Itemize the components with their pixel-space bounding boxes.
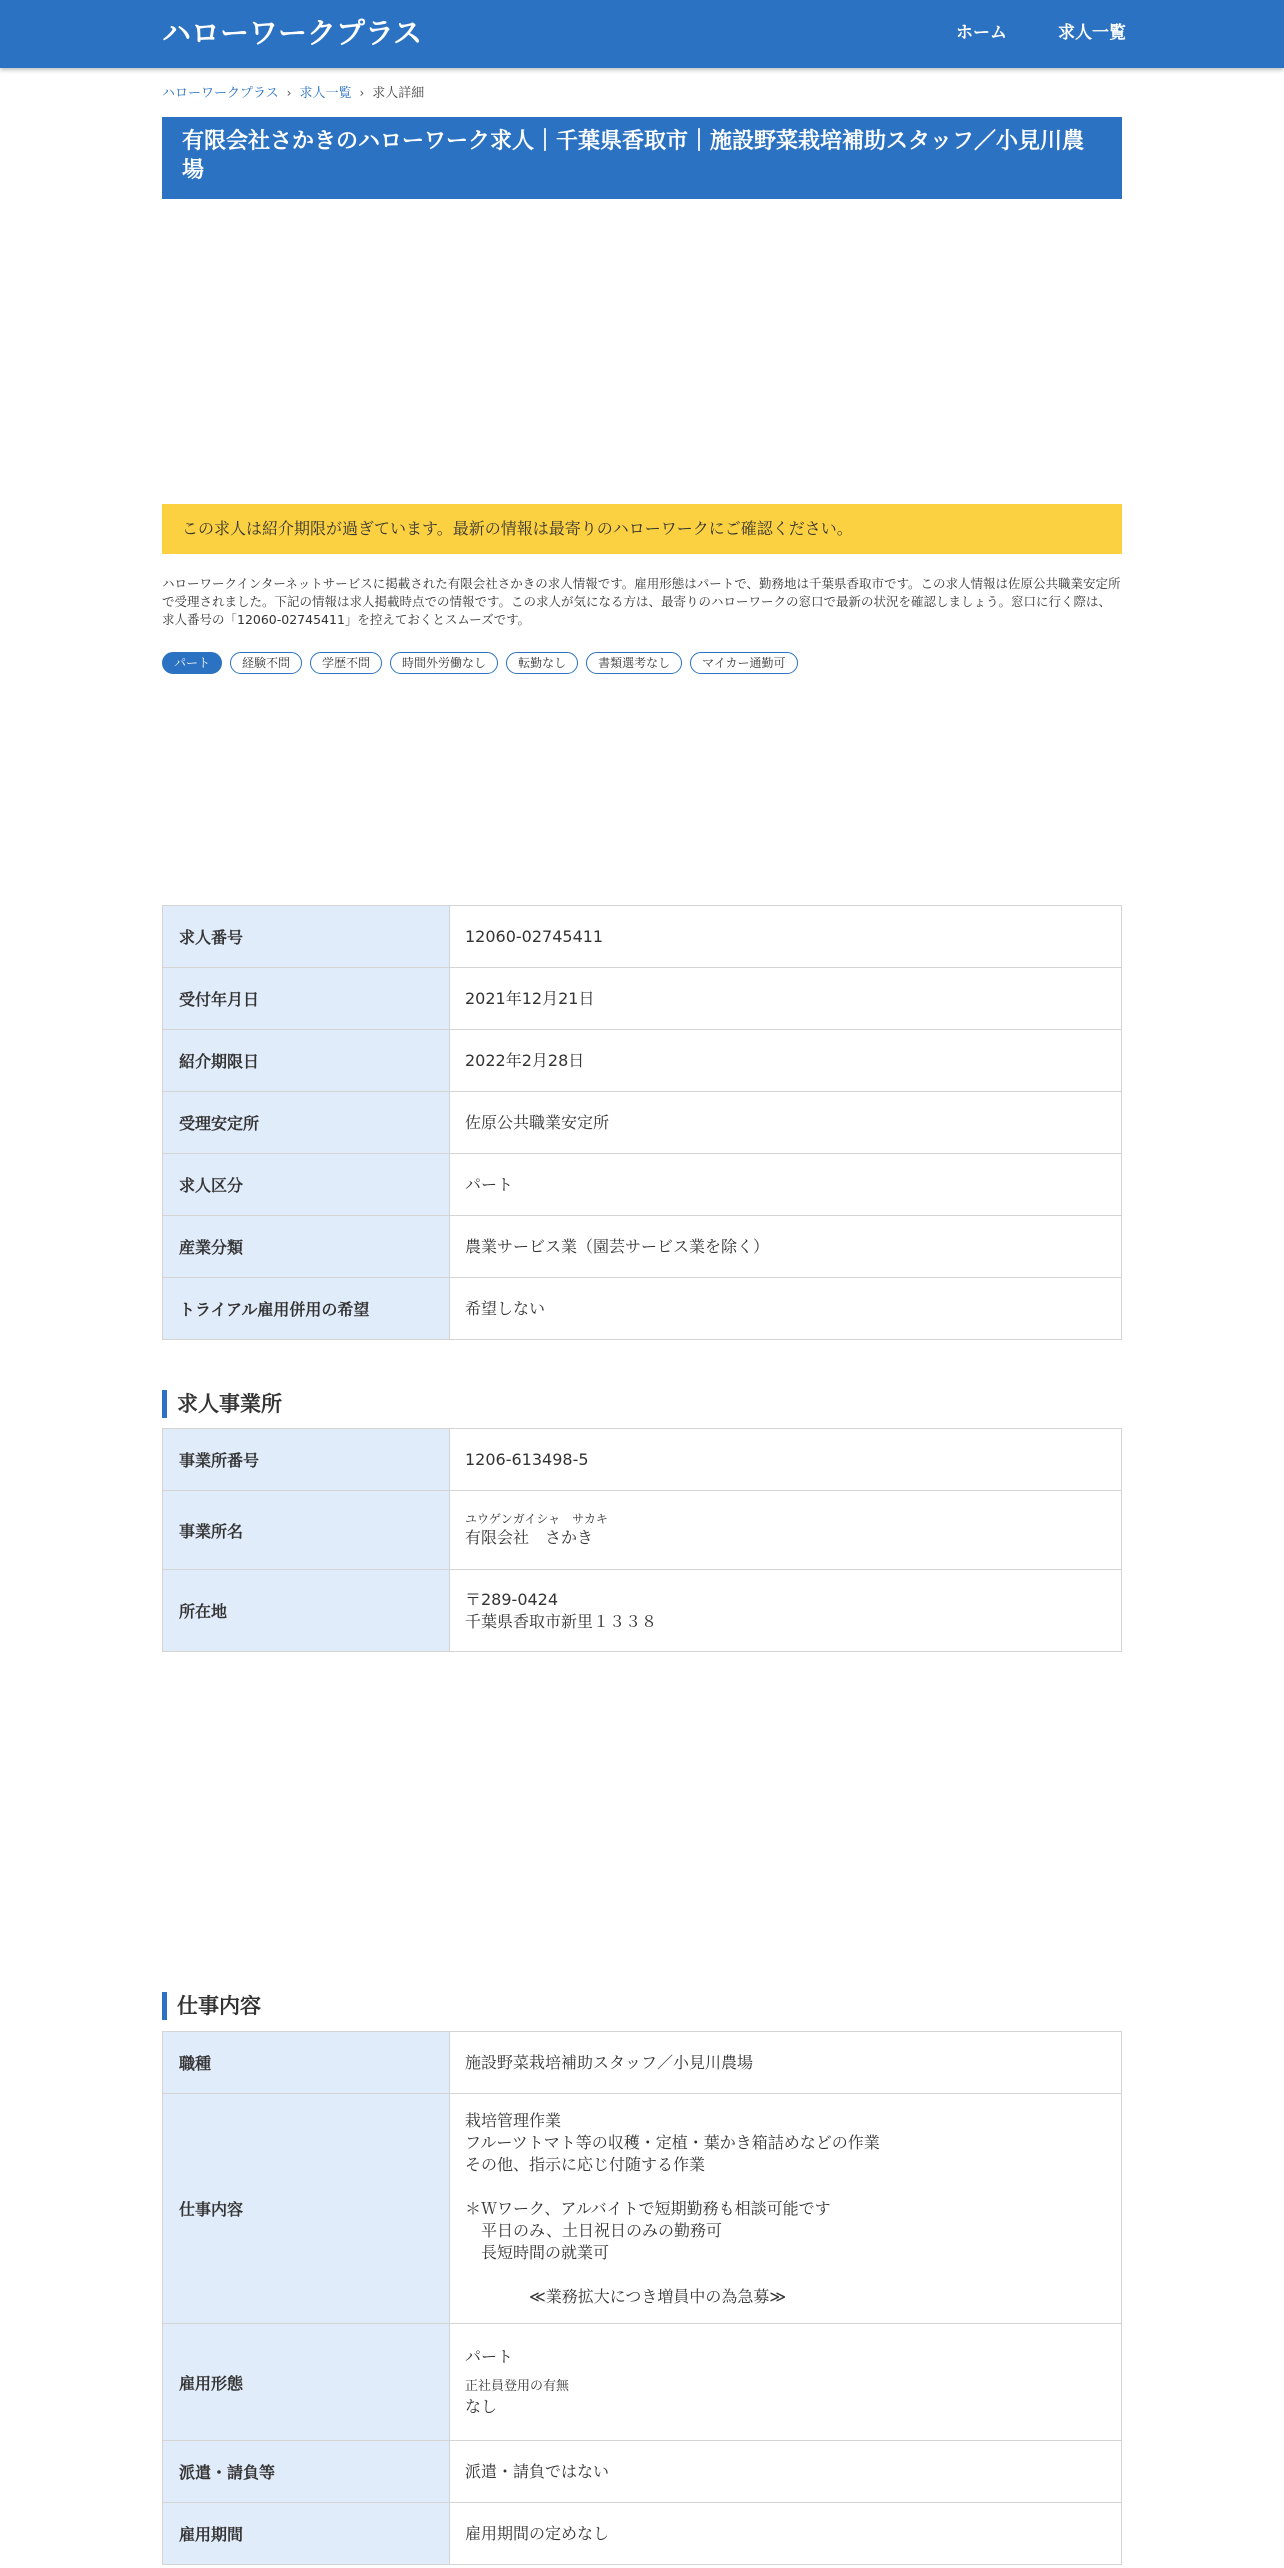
job-regular: なし	[465, 2397, 498, 2416]
breadcrumb-current: 求人詳細	[372, 86, 425, 101]
table-row	[163, 2503, 1122, 2565]
chevron-right-icon: ›	[359, 86, 365, 100]
site-header	[0, 0, 1284, 68]
row-value: 農業サービス業（園芸サービス業を除く）	[450, 1216, 1122, 1278]
basic-info-table	[162, 905, 1122, 1340]
table-row	[163, 1092, 1122, 1154]
job-table	[162, 2031, 1122, 2565]
row-label: 仕事内容	[163, 2094, 450, 2324]
tag-any-education: 学歴不問	[310, 652, 382, 674]
row-label: 受付年月日	[163, 968, 450, 1030]
tag-no-document-screening: 書類選考なし	[586, 652, 682, 674]
office-name-cell	[450, 1491, 1122, 1570]
table-row	[163, 1491, 1122, 1570]
row-label: 雇用形態	[163, 2324, 450, 2441]
job-employment: パート	[465, 2347, 514, 2366]
tag-part: パート	[162, 652, 222, 674]
office-address-cell	[450, 1570, 1122, 1652]
row-label: 雇用期間	[163, 2503, 450, 2565]
office-table	[162, 1428, 1122, 1652]
table-row	[163, 2032, 1122, 2094]
table-row	[163, 1429, 1122, 1491]
office-name: 有限会社 さかき	[465, 1528, 594, 1547]
office-address: 千葉県香取市新里１３３８	[465, 1611, 658, 1631]
page-title: 有限会社さかきのハローワーク求人｜千葉県香取市｜施設野菜栽培補助スタッフ／小見川農場	[182, 129, 1085, 183]
table-row	[163, 1216, 1122, 1278]
table-row	[163, 906, 1122, 968]
job-occupation: 施設野菜栽培補助スタッフ／小見川農場	[450, 2032, 1122, 2094]
chevron-right-icon: ›	[286, 86, 292, 100]
job-employment-cell	[450, 2324, 1122, 2441]
site-logo[interactable]: ハローワークプラス	[162, 16, 423, 50]
office-postal: 〒289-0424	[465, 1589, 559, 1609]
job-period: 雇用期間の定めなし	[450, 2503, 1122, 2565]
job-description: 栽培管理作業 フルーツトマト等の収穫・定植・葉かき箱詰めなどの作業 その他、指示に応じ付随する作業 ＊Ｗワーク、アルバイトで短期勤務も相談可能です 平日のみ、土日祝日のみの勤務可 長短時間の就業可 ≪業務拡大につき増員中の為急募≫	[450, 2094, 1122, 2324]
row-label: 受理安定所	[163, 1092, 450, 1154]
table-row	[163, 968, 1122, 1030]
row-label: 所在地	[163, 1570, 450, 1652]
page-title-box	[162, 117, 1122, 199]
row-label: 求人区分	[163, 1154, 450, 1216]
row-value: パート	[450, 1154, 1122, 1216]
expired-notice: この求人は紹介期限が過ぎています。最新の情報は最寄りのハローワークにご確認ください。	[162, 504, 1122, 554]
row-label: 求人番号	[163, 906, 450, 968]
table-row	[163, 1570, 1122, 1652]
row-label: 派遣・請負等	[163, 2441, 450, 2503]
breadcrumb-home[interactable]: ハローワークプラス	[162, 86, 279, 101]
section-title-office: 求人事業所	[162, 1390, 282, 1418]
section-title-job: 仕事内容	[162, 1992, 261, 2020]
table-row	[163, 1030, 1122, 1092]
breadcrumb	[162, 84, 424, 103]
row-value: 佐原公共職業安定所	[450, 1092, 1122, 1154]
tag-no-experience: 経験不問	[230, 652, 302, 674]
table-row	[163, 1154, 1122, 1216]
row-label: 産業分類	[163, 1216, 450, 1278]
row-label: 紹介期限日	[163, 1030, 450, 1092]
tag-no-overtime: 時間外労働なし	[390, 652, 498, 674]
table-row	[163, 1278, 1122, 1340]
table-row	[163, 2324, 1122, 2441]
intro-text: ハローワークインターネットサービスに掲載された有限会社さかきの求人情報です。雇用形態はパートで、勤務地は千葉県香取市です。この求人情報は佐原公共職業安定所で受理されました。下記の情報は求人掲載時点での情報です。この求人が気になる方は、最寄りのハローワークの窓口で最新の状況を確認しましょう。窓口に行く際は、求人番号の「12060-02745411」を控えておくとスムーズです。	[162, 576, 1121, 627]
job-regular-label: 正社員登用の有無	[465, 2379, 570, 2394]
nav-job-list-link[interactable]: 求人一覧	[1058, 23, 1126, 43]
breadcrumb-list[interactable]: 求人一覧	[299, 86, 352, 101]
office-number: 1206-613498-5	[450, 1429, 1122, 1491]
job-dispatch: 派遣・請負ではない	[450, 2441, 1122, 2503]
office-name-kana: ユウゲンガイシャ サカキ	[465, 1512, 608, 1526]
nav-home-link[interactable]: ホーム	[956, 23, 1007, 43]
row-label: 職種	[163, 2032, 450, 2094]
row-value: 12060-02745411	[450, 906, 1122, 968]
table-row	[163, 2094, 1122, 2324]
tag-list	[162, 652, 1122, 674]
table-row	[163, 2441, 1122, 2503]
row-value: 2022年2月28日	[450, 1030, 1122, 1092]
tag-car-commute: マイカー通勤可	[690, 652, 797, 674]
row-label: 事業所番号	[163, 1429, 450, 1491]
row-value: 2021年12月21日	[450, 968, 1122, 1030]
row-label: トライアル雇用併用の希望	[163, 1278, 450, 1340]
tag-no-transfer: 転勤なし	[506, 652, 578, 674]
row-value: 希望しない	[450, 1278, 1122, 1340]
row-label: 事業所名	[163, 1491, 450, 1570]
